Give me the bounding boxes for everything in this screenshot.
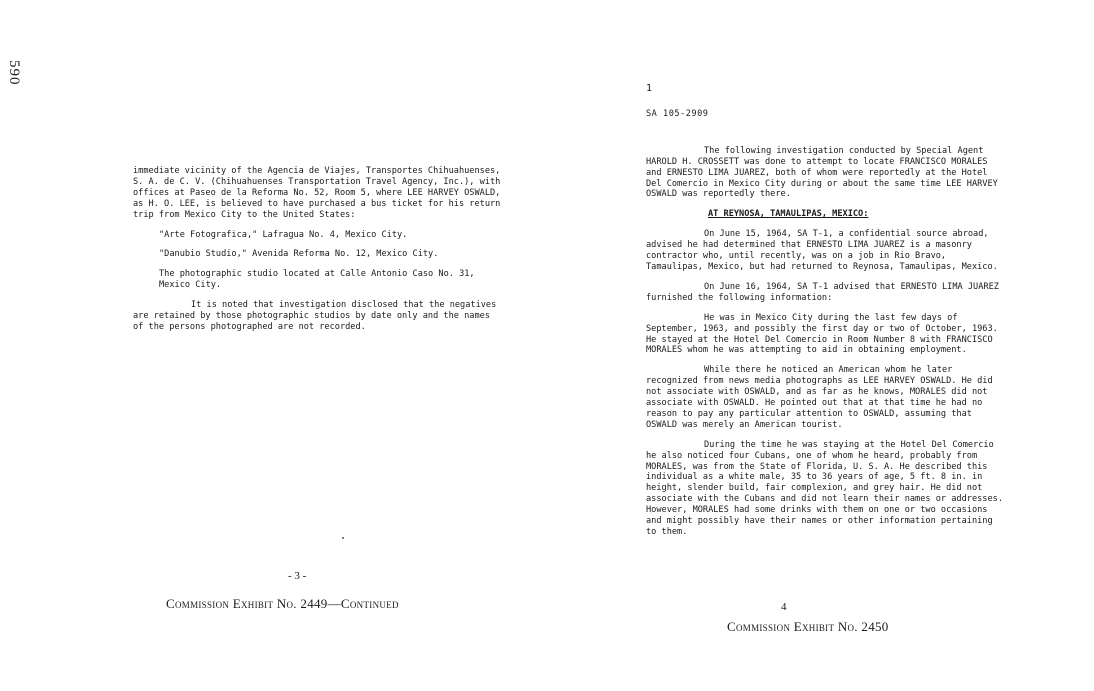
right-exhibit-caption: Commission Exhibit No. 2450 xyxy=(727,619,889,634)
right-page-mark: 1 xyxy=(646,83,653,94)
location-heading xyxy=(646,209,1006,220)
file-number: SA 105-2909 xyxy=(646,108,709,119)
studio-item-danubio: "Danubio Studio," Avenida Reforma No. 12, Mexico City. xyxy=(159,249,439,260)
left-opening-paragraph: immediate vicinity of the Agencia de Viajes, Transportes Chihuahuenses, S. A. de C. V. (Chihuahuenses Transportation Travel Agency, Inc.), with offices at Paseo de la Reforma No. 52, Room 5, where LEE HARVEY OSWALD, as H. O. LEE, is believed to have purchased a bus ticket for his return trip from Mexico City to the United States: xyxy=(133,166,501,220)
june-15-paragraph: On June 15, 1964, SA T-1, a confidential source abroad, advised he had determined that ERNESTO LIMA JUAREZ is a masonry contractor who, until recently, was on a job in Rio Bravo, Tamaulipas, Mexico, but had returned to Reynosa, Tamaulipas, Mexico. xyxy=(646,229,998,272)
american-noticed-paragraph: While there he noticed an American whom he later recognized from news media photographs as LEE HARVEY OSWALD. He did not associate with OSWALD, and as far as he knows, MORALES did not associate with OSWALD. He pointed out that at that time he had no reason to pay any particular attention to OSWALD, assuming that OSWALD was merely an American tourist. xyxy=(646,365,993,430)
left-exhibit-caption: Commission Exhibit No. 2449—Continued xyxy=(166,596,399,611)
location-heading-text: AT REYNOSA, TAMAULIPAS, MEXICO: xyxy=(708,209,869,220)
left-leaf-number: - 3 - xyxy=(288,570,307,582)
cubans-paragraph: During the time he was staying at the Hotel Del Comercio he also noticed four Cubans, one of whom he heard, probably from MORALES, was from the State of Florida, U. S. A. He described this individual as a white male, 35 to 36 years of age, 5 ft. 8 in. in height, slender build, fair complexion, and grey hair. He did not associate with the Cubans and did not learn their names or addresses. However, MORALES had some drinks with them on one or two occasions and might possibly have their names or other information pertaining to them. xyxy=(646,439,1003,537)
mexico-city-stay-paragraph: He was in Mexico City during the last few days of September, 1963, and possibly the first day or two of October, 1963. He stayed at the Hotel Del Comercio in Room Number 8 with FRANCISCO MORALES whom he was attempting to aid in obtaining employment. xyxy=(646,312,998,356)
right-leaf-number: 4 xyxy=(781,601,787,613)
studio-item-calle: The photographic studio located at Calle Antonio Caso No. 31, Mexico City. xyxy=(159,269,475,291)
right-page-body xyxy=(646,84,1006,547)
left-closing-paragraph: It is noted that investigation disclosed that the negatives are retained by those photographic studios by date only and the names of the persons photographed are not recorded. xyxy=(133,300,497,332)
page-number: 590 xyxy=(6,60,22,86)
june-16-paragraph: On June 16, 1964, SA T-1 advised that ERNESTO LIMA JUAREZ furnished the following information: xyxy=(646,281,999,303)
left-page-body xyxy=(133,166,503,342)
studio-item-arte: "Arte Fotografica," Lafragua No. 4, Mexico City. xyxy=(159,229,408,240)
scan-speck xyxy=(342,537,344,539)
intro-paragraph: The following investigation conducted by Special Agent HAROLD H. CROSSETT was done to attempt to locate FRANCISCO MORALES and ERNESTO LIMA JUAREZ, both of whom were reportedly at the Hotel Del Comercio in Mexico City during or about the same time LEE HARVEY OSWALD was reportedly there. xyxy=(646,145,998,200)
